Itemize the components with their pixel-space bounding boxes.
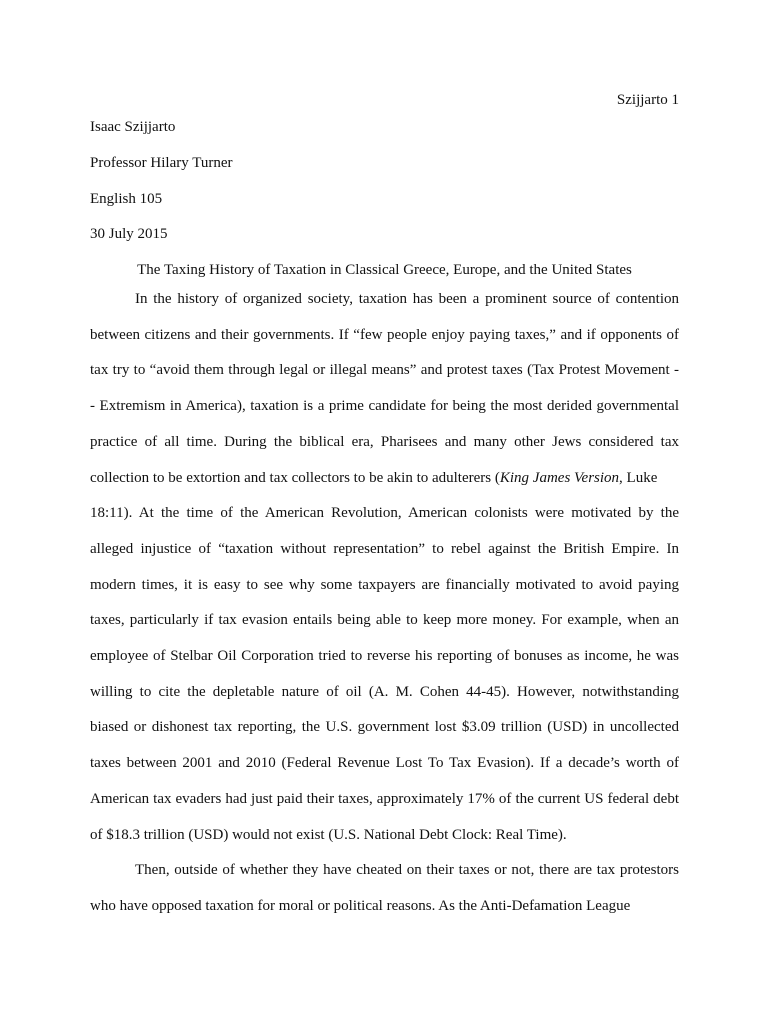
paragraph-line: employee of Stelbar Oil Corporation tried to reverse his reporting of bonuses as income, he was xyxy=(90,648,679,665)
paragraph-line: willing to cite the depletable nature of oil (A. M. Cohen 44-45). However, notwithstanding xyxy=(90,683,679,700)
paragraph-line: alleged injustice of “taxation without representation” to rebel against the British Empire. In xyxy=(90,540,679,557)
paragraph-line xyxy=(90,461,679,497)
paragraph-line: taxes, particularly if tax evasion entails being able to keep more money. For example, when an xyxy=(90,612,679,629)
paragraph-line: of $18.3 trillion (USD) would not exist (U.S. National Debt Clock: Real Time). xyxy=(90,826,567,843)
paragraph-2 xyxy=(90,853,679,924)
date: 30 July 2015 xyxy=(90,226,168,243)
paragraph-line: who have opposed taxation for moral or political reasons. As the Anti-Defamation League xyxy=(90,897,631,914)
paragraph-line: 18:11). At the time of the American Revolution, American colonists were motivated by the xyxy=(90,505,679,522)
paragraph-line: modern times, it is easy to see why some taxpayers are financially motivated to avoid paying xyxy=(90,576,679,593)
paragraph-1 xyxy=(90,282,679,853)
paragraph-line: biased or dishonest tax reporting, the U.S. government lost $3.09 trillion (USD) in uncollected xyxy=(90,719,679,736)
course-name: English 105 xyxy=(90,190,163,207)
paragraph-line: American tax evaders had just paid their taxes, approximately 17% of the current US federal debt xyxy=(90,790,679,807)
body-text xyxy=(90,282,679,925)
heading-block xyxy=(90,110,679,289)
citation-rest: , Luke xyxy=(619,469,658,486)
citation-italic: King James Version xyxy=(499,469,620,486)
paragraph-line: taxes between 2001 and 2010 (Federal Revenue Lost To Tax Evasion). If a decade’s worth of xyxy=(90,755,679,772)
paragraph-line-text: collection to be extortion and tax collectors to be akin to adulterers ( xyxy=(90,469,500,486)
paragraph-line: practice of all time. During the biblical era, Pharisees and many other Jews considered tax xyxy=(90,433,679,450)
paragraph-line: tax try to “avoid them through legal or illegal means” and protest taxes (Tax Protest Movement - xyxy=(90,362,679,379)
professor-name: Professor Hilary Turner xyxy=(90,154,233,171)
running-head: Szijjarto 1 xyxy=(616,92,679,108)
paper-title: The Taxing History of Taxation in Classical Greece, Europe, and the United States xyxy=(137,262,632,279)
paragraph-line: between citizens and their governments. If “few people enjoy paying taxes,” and if opponents of xyxy=(90,326,679,343)
paragraph-line: In the history of organized society, taxation has been a prominent source of contention xyxy=(135,291,679,307)
paragraph-line: - Extremism in America), taxation is a prime candidate for being the most derided governmental xyxy=(90,398,679,415)
paragraph-line: Then, outside of whether they have cheated on their taxes or not, there are tax protestors xyxy=(135,862,679,879)
author-name: Isaac Szijjarto xyxy=(90,119,176,135)
